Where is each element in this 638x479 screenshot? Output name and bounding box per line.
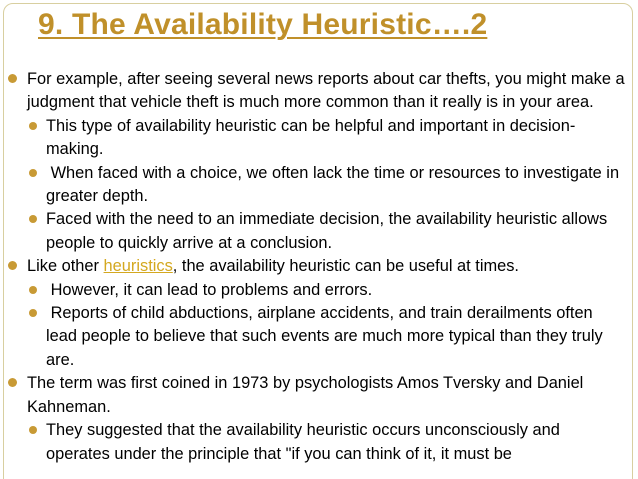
slide-title: 9. The Availability Heuristic….2 xyxy=(38,8,488,41)
bullet-text: For example, after seeing several news reports about car thefts, you might make a judgment that vehicle theft is much more common than it really is in your area. xyxy=(27,70,625,112)
bullet-text-before: Like other xyxy=(27,257,104,276)
sub-bullet-item xyxy=(8,115,628,162)
sub-bullet-item xyxy=(8,302,628,372)
bullet-text: The term was first coined in 1973 by psychologists Amos Tversky and Daniel Kahneman. xyxy=(27,374,584,416)
bullet-dot-icon xyxy=(8,261,17,270)
bullet-text: This type of availability heuristic can be helpful and important in decision-making. xyxy=(46,116,576,159)
sub-bullet-item xyxy=(8,208,628,255)
bullet-text: They suggested that the availability heuristic occurs unconsciously and operates under the principle that "if you can think of it, it must be xyxy=(46,421,560,463)
bullet-text: Reports of child abductions, airplane accidents, and train derailments often lead people to believe that such events are much more typical than they truly are. xyxy=(46,304,608,369)
sub-bullet-item xyxy=(8,419,628,466)
slide-body xyxy=(8,68,628,466)
bullet-dot-icon xyxy=(29,122,37,130)
bullet-item xyxy=(8,255,628,278)
bullet-text: Faced with the need to an immediate decision, the availability heuristic allows people to quickly arrive at a conclusion. xyxy=(46,210,608,252)
bullet-dot-icon xyxy=(8,378,17,387)
bullet-text: However, it can lead to problems and errors. xyxy=(46,280,373,299)
heuristics-link[interactable]: heuristics xyxy=(103,257,173,276)
sub-bullet-item xyxy=(8,162,628,209)
bullet-text: When faced with a choice, we often lack the time or resources to investigate in greater depth. xyxy=(46,163,624,206)
bullet-dot-icon xyxy=(29,426,37,434)
bullet-dot-icon xyxy=(8,74,17,83)
bullet-dot-icon xyxy=(29,169,37,177)
bullet-dot-icon xyxy=(29,309,37,317)
bullet-item xyxy=(8,68,628,115)
bullet-dot-icon xyxy=(29,286,37,294)
bullet-dot-icon xyxy=(29,215,37,223)
bullet-text-after: , the availability heuristic can be useful at times. xyxy=(172,257,519,276)
bullet-item xyxy=(8,372,628,419)
sub-bullet-item xyxy=(8,279,628,302)
